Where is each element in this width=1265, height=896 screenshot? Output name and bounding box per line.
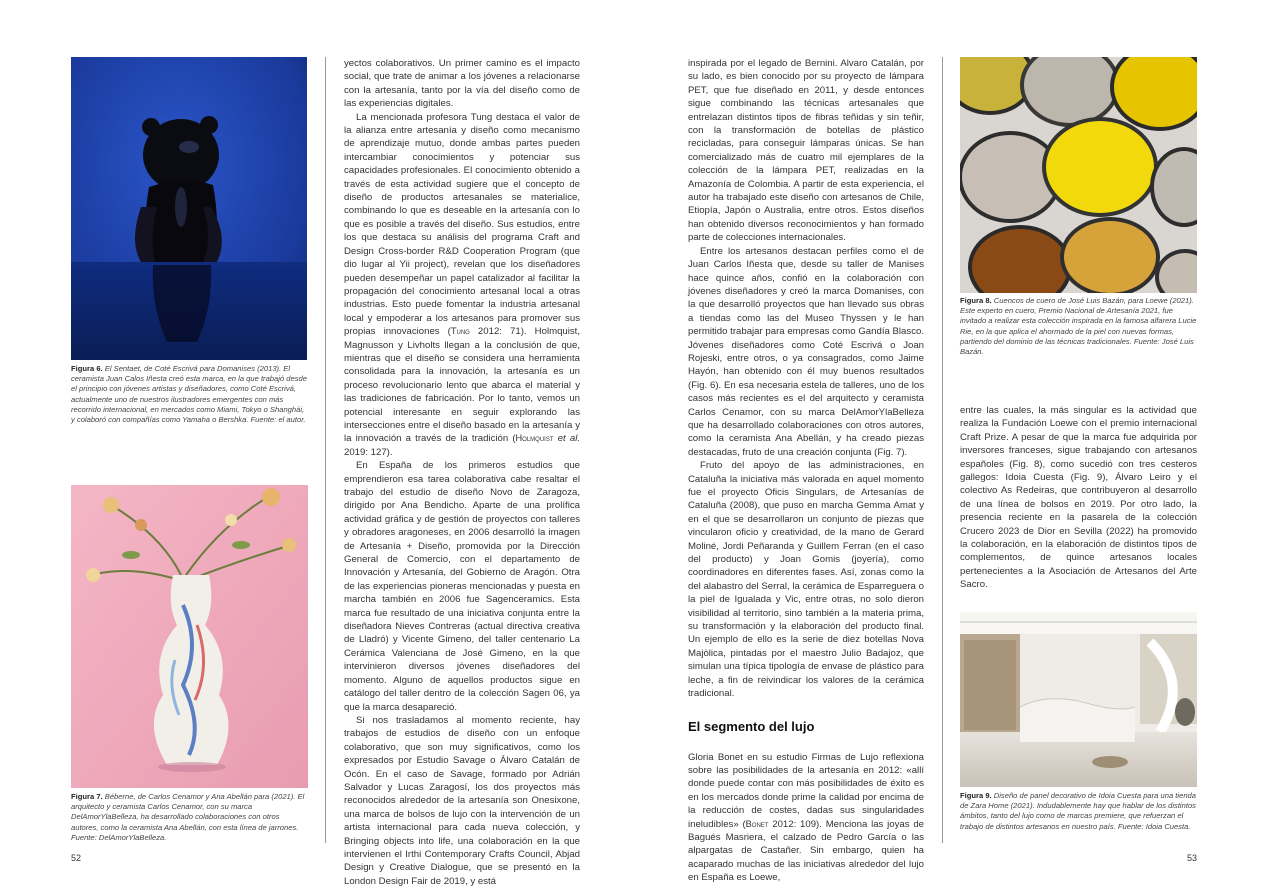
figure-7-text: Béberne, de Carlos Cenamor y Ana Abellán para (2021). El arquitecto y ceramista Carlos Cenamor, con su marca DelAmorYlaBelleza, ha desarrollado colaboraciones con otros autores, como la ceramista Ana Abellán, con esta línea de jarrones. Fuente: DelAmorYlaBelleza. <box>71 792 305 842</box>
figure-9-text: Diseño de panel decorativo de Idoia Cuesta para una tienda de Zara Home (2021). Indudablemente hay que hablar de los distintos ámbitos, tanto del lujo como de marcas premiere, que refuerzan el trabajo de distintos artesanos en nuestro país. Fuente: Idoia Cuesta. <box>960 791 1196 831</box>
figure-8-caption <box>960 296 1197 357</box>
figure-9-label: Figura 9. <box>960 791 992 800</box>
right-paragraph-5: entre las cuales, la más singular es la actividad que realiza la Fundación Loewe con el premio internacional Craft Prize. A pesar de que la marca fue adquirida por inversores franceses, sigue trabajando con artesanos españoles (Fig. 8), como sucedió con tres cesteros gallegos: Idoia Cuesta (Fig. 9), Álvaro Leiro y el colectivo As Redeiras, que contribuyeron al desarrollo de una línea de bolsos en 2019. Por otro lado, la presencia reciente en la pasarela de la colección Crucero 2023 de Dior en Sevilla (2022) ha promovido la colaboración, en la elaboración de distintos tipos de complementos, de quince artesanos locales pertenecientes a la Asociación de Artesanos del Arte Sacro. <box>960 405 1197 591</box>
right-paragraph-4b: 2012: 109). Menciona las joyas de Bagués Masriera, el calzado de Pedro García o las alpargatas de Castañer. Sin embargo, quien ha acaparado muchas de las iniciativas alrededor del lujo en España es Loewe, <box>688 818 924 884</box>
figure-7-caption <box>71 792 308 843</box>
figure-6-photo <box>71 57 307 360</box>
figure-9-caption <box>960 791 1197 832</box>
figure-8-text: Cuencos de cuero de José Luis Bazán, para Loewe (2021). Este experto en cuero, Premio Nacional de Artesanía 2021, fue invitado a realizar esta colección inspirada en la famosa alfarera Lucie Rie, en la que aplica el ahormado de la piel con nuevas formas, partiendo del dominio de las técnicas tradicionales. Fuente: José Luis Bazán. <box>960 296 1197 357</box>
page-number-left: 52 <box>71 853 82 863</box>
figure-7-photo <box>71 485 308 788</box>
left-paragraph-2b: 2012: 71). Holmquist, Magnusson y Livholts llegan a la conclusión de que, mientras que el diseño se considera una herramienta consolidada para la innovación, la artesanía es un proceso revolucionario lento que abarca el material y las tradiciones de fabricación. Por lo tanto, vemos un potencial interesante en seguir explorando las intersecciones entre el diseño basado en la artesanía y la innovación a través de la tradición ( <box>344 326 580 445</box>
left-paragraph-4: Si nos trasladamos al momento reciente, hay trabajos de estudios de diseño con un enfoque colaborativo, que son muy significativos, como los expresados por Estudio Savage o Álvaro Catalán de Ocón. En el caso de Savage, formado por Adrián Salvador y Lucas Zaragosí, los dos proyectos más reconocidos alrededor de la artesanía son Onesixone, una marca de bolsos de lujo con la intervención de un artista internacional para cada nueva colección, y Bringing objects into life, una colaboración en la que intervienen el Irthi Contemporary Crafts Council, Abjad Design y Creative Dialogue, que se presentó en la London Design Fair de 2019, y está <box>344 714 580 887</box>
section-heading: El segmento del lujo <box>688 718 815 734</box>
right-body-column <box>688 57 924 885</box>
figure-7-label: Figura 7. <box>71 792 103 801</box>
right-paragraph-2: Entre los artesanos destacan perfiles como el de Juan Carlos Iñesta que, desde su taller de Manises hace quince años, confió en la colaboración con jóvenes diseñadores y creó la marca Domanises, con la que desarrolló proyectos que han llevado sus obras a tiendas como las del Museo Thyssen y le han permitido trabajar para empresas como Gandía Blasco. Jóvenes diseñadores como Coté Escrivá o Joan Rojeski, entre otros, o ya consagrados, como Jaime Hayón, han obtenido con él muy buenos resultados (Fig. 6). En esa necesaria estela de talleres, uno de los casos más recientes es el del arquitecto y ceramista Carlos Cenamor, con su marca DelAmorYlaBelleza que ha desarrollado colaboraciones con otros autores, como la ceramista Ana Abellán, y ha creado piezas destacadas, fruto de una creación conjunta (Fig. 7). <box>688 245 924 458</box>
right-paragraph-4a: Gloria Bonet en su estudio Firmas de Lujo reflexiona sobre las posibilidades de la artesanía en 2012: «allí donde puede contar con más posibilidades de éxito es en los mercados donde prime la calidad por encima de la reducción de costes, dadas sus singularidades ineludibles» ( <box>688 751 924 830</box>
citation-holmquist: Holmquist <box>515 433 554 444</box>
column-divider-right <box>942 57 943 843</box>
citation-et-al: et al. <box>553 433 580 445</box>
left-body-column <box>344 57 580 888</box>
figure-6-label: Figura 6. <box>71 364 103 373</box>
right-side-column <box>960 404 1197 592</box>
figure-9-photo <box>960 612 1197 787</box>
figure-8-label: Figura 8. <box>960 296 992 305</box>
column-divider-left <box>325 57 326 843</box>
citation-bonet: Bonet <box>745 818 769 829</box>
left-paragraph-2a: La mencionada profesora Tung destaca el valor de la alianza entre artesanía y diseño como mecanismo de aprendizaje mutuo, donde ambas partes pueden intercambiar conocimientos y potenciar sus capacidades profesionales. El conocimiento obtenido a través de esta actividad sugiere que el concepto de diseño de productos artesanales se materialice, combinando lo que es deseable en la artesanía con lo que es posible a través del diseño. Sus estudios, entre los que destaca su análisis del programa Craft and Design Cross-border R&D Cooperation Program (que dio lugar al Yii project), revelan que los diseñadores pueden desempeñar un papel catalizador al facilitar la propagación del conocimiento artesanal local a otras industrias. Esto puede fomentar la industria artesanal local y empoderar a los artesanos para promover sus propias innovaciones ( <box>344 111 580 338</box>
left-paragraph-3: En España de los primeros estudios que emprendieron esa tarea colaborativa cabe resaltar el trabajo del estudio de diseño Novo de Zaragoza, dirigido por Ana Bendicho. Aparte de una prolífica actividad gráfica y de gestión de proyectos con talleres y obradores aragoneses, en 2006 desarrolló la imagen de Artesanía + Diseño, promovida por la Dirección General de Comercio, con el departamento de Innovación y Artesanía, del Gobierno de Aragón. Otra de las experiencias pioneras mencionadas y puesta en marcha también en 2006 fue Sagenceramics. Esta marca fue resultado de una iniciativa conjunta entre la diseñadora Nieves Contreras (actual directiva creativa de Lladró) y Vicente Gimeno, del taller centenario La Cerámica Valenciana de José Gimeno, en la que intervinieron diversos jóvenes diseñadores del momento. Alguno de aquellos productos sigue en catálogo del taller dentro de la colección Sagen 06, ya que la marca desapareció. <box>344 460 580 713</box>
left-paragraph-2c: 2019: 127). <box>344 446 393 458</box>
left-paragraph-2 <box>344 111 580 460</box>
figure-8-photo <box>960 57 1197 293</box>
left-paragraph-1: yectos colaborativos. Un primer camino es el impacto social, que trate de animar a los jóvenes a relacionarse con la artesanía, tanto por la vía del diseño como de las experiencias digitales. <box>344 58 580 110</box>
page-number-right: 53 <box>1187 853 1198 863</box>
right-paragraph-4 <box>688 751 924 885</box>
right-paragraph-1: inspirada por el legado de Bernini. Alvaro Catalán, por su lado, es bien conocido por su proyecto de lámpara PET, que fue diseñado en 2011, y desde entonces sigue combinando las técnicas artesanales que entrelazan distintos tipos de fibras teñidas y sin teñir, con la transformación de botellas de plástico recicladas, para conseguir lámparas únicas. Se han comercializado más de cuatro mil ejemplares de la colección de la lámpara PET, realizadas en la Amazonía de Colombia. A partir de esta experiencia, el autor ha trabajado este diseño con artesanos de Chile, Etiopía, Japón o Australia, entre otros. Estos diseños han obtenido diversos reconocimientos y han formado parte de colecciones internacionales. <box>688 58 924 244</box>
citation-tung: Tung <box>450 326 470 337</box>
figure-6-caption <box>71 364 307 425</box>
right-paragraph-3: Fruto del apoyo de las administraciones, en Cataluña la iniciativa más valorada en aquel momento fue el proyecto Oficis Singulars, de Artesanías de Cataluña (2008), que puso en marcha Gemma Amat y en el que se desarrollaron un conjunto de piezas que vincularon oficio y creatividad, de la mano de Gerard Moliné, Jordi Peñaranda y Guillem Ferran (en el caso del producto) y Joan Gomis (joyería), como coordinadores en diferentes fases. Así, zonas como la del alabastro del Serral, la cerámica de Esparreguera o la piel de Igualada y Vic, entre otras, no solo dieron visibilidad al territorio, sino también a la materia prima, su transformación y la elaboración del producto final. Un ejemplo de ello es la serie de diez botellas Nova Majòlica, pintadas por el maestro Julio Badajoz, que simulan una típica tipología de envase de plástico para leche, a fin de reivindicar los valores de la cerámica tradicional. <box>688 460 924 700</box>
figure-6-text: El Sentaet, de Coté Escrivá para Domanises (2013). El ceramista Juan Calos Iñesta creó esta marca, en la que trabajó desde el principio con jóvenes artistas y diseñadores, como Coté Escrivá, actualmente uno de nuestros ilustradores emergentes con más recorrido internacional, en mercados como Miami, Tokyo o Shanghái, y colaboró con compañías como Yamaha o Bershka. Fuente: el autor. <box>71 364 307 425</box>
